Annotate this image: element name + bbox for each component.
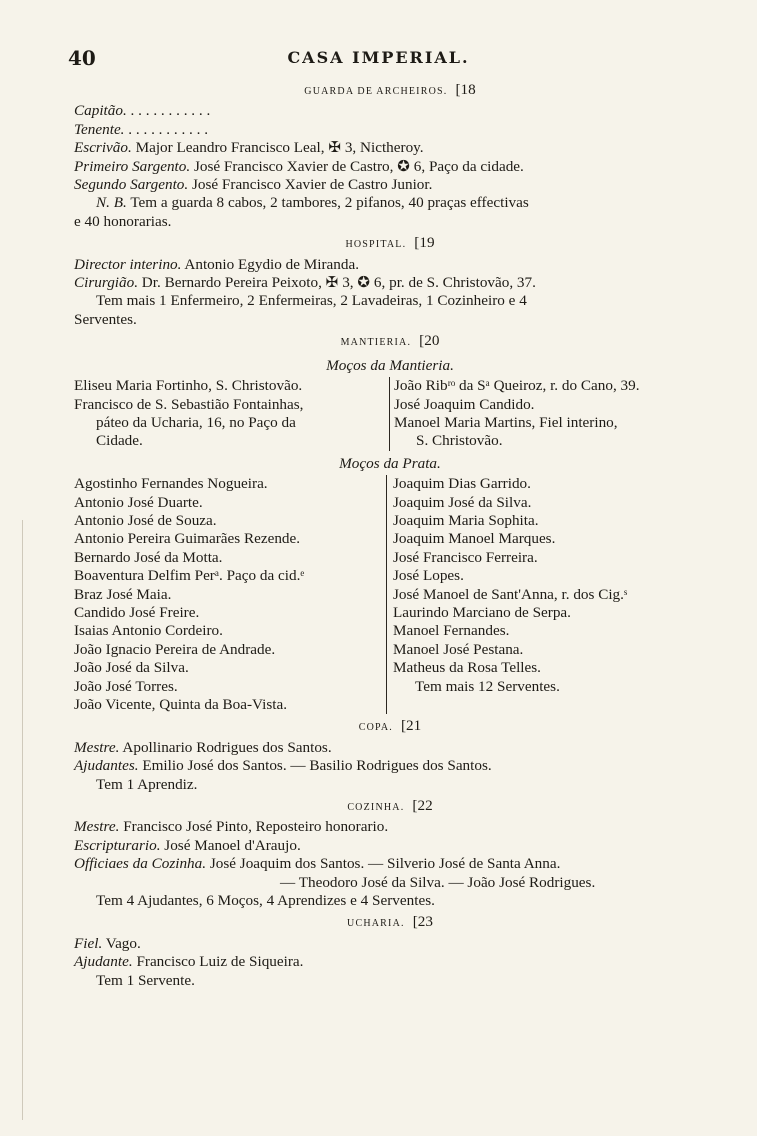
list-item: João José Torres. xyxy=(74,677,178,695)
list-item: S. Christovão. xyxy=(416,432,503,450)
section-heading-copa xyxy=(74,717,706,737)
list-item: Tem mais 12 Serventes. xyxy=(415,677,560,695)
entry-label: Fiel. xyxy=(74,934,103,952)
section-title: GUARDA DE ARCHEIROS. xyxy=(304,86,448,97)
list-item: José Lopes. xyxy=(393,567,464,585)
section-number: [18 xyxy=(455,81,476,98)
note-line: Tem mais 1 Enfermeiro, 2 Enfermeiras, 2 Lavadeiras, 1 Cozinheiro e 4 xyxy=(96,292,527,310)
section-number: [21 xyxy=(401,717,422,735)
section-heading-hospital xyxy=(74,234,706,254)
entry-text: . . . . . . . . . . . xyxy=(126,102,211,120)
entry-line xyxy=(74,139,706,157)
list-item: Braz José Maia. xyxy=(74,585,172,603)
note-label: N. B. xyxy=(96,194,127,212)
two-column-list xyxy=(74,377,706,451)
list-item: Joaquim Manoel Marques. xyxy=(393,530,556,548)
page-content xyxy=(74,78,706,990)
entry-label: Mestre. xyxy=(74,818,120,836)
note-line: Tem 1 Aprendiz. xyxy=(96,775,198,793)
margin-rule xyxy=(22,520,23,1120)
list-item: Boaventura Delfim Perᵃ. Paço da cid.ᵉ xyxy=(74,567,305,585)
list-item: José Joaquim Candido. xyxy=(394,395,535,413)
list-item: Francisco de S. Sebastião Fontainhas, xyxy=(74,395,304,413)
list-item: João Vicente, Quinta da Boa-Vista. xyxy=(74,696,287,713)
entry-text: Francisco José Pinto, Reposteiro honorario. xyxy=(119,818,389,836)
list-item: Antonio José Duarte. xyxy=(74,493,203,511)
entry-label: Escripturario. xyxy=(74,836,161,854)
entry-text: Emilio José dos Santos. — Basilio Rodrigues dos Santos. xyxy=(138,757,492,775)
entry-line xyxy=(74,935,706,953)
two-column-list xyxy=(74,475,706,714)
entry-text: José Francisco Xavier de Castro Junior. xyxy=(188,176,433,194)
note-line xyxy=(74,194,706,212)
entry-line xyxy=(74,121,706,139)
list-item: José Francisco Ferreira. xyxy=(393,548,538,566)
section-title: MANTIERIA. xyxy=(340,337,412,349)
note-line: e 40 honorarias. xyxy=(74,212,172,230)
entry-text: José Manoel d'Araujo. xyxy=(160,836,301,854)
note-line: Tem 1 Servente. xyxy=(96,971,195,989)
left-column xyxy=(74,475,387,714)
left-column xyxy=(74,377,390,451)
entry-line xyxy=(74,176,706,194)
entry-label: Ajudantes. xyxy=(74,757,139,775)
section-title: COZINHA. xyxy=(347,802,405,814)
entry-text: Major Leandro Francisco Leal, ✠ 3, Nictheroy. xyxy=(131,139,424,157)
entry-text: José Joaquim dos Santos. — Silverio José de Santa Anna. xyxy=(206,855,561,873)
entry-line xyxy=(74,158,706,176)
entry-line xyxy=(74,274,706,292)
list-item: Joaquim José da Silva. xyxy=(393,493,532,511)
entry-line xyxy=(74,855,706,873)
subsection-title: Moços da Mantieria. xyxy=(326,356,454,374)
list-item: Joaquim Dias Garrido. xyxy=(393,475,531,493)
entry-label: Officiaes da Cozinha. xyxy=(74,855,207,873)
entry-label: Mestre. xyxy=(74,738,120,756)
section-number: [19 xyxy=(414,234,435,252)
entry-text: José Francisco Xavier de Castro, ✪ 6, Paço da cidade. xyxy=(190,157,524,175)
section-title: UCHARIA. xyxy=(347,918,405,930)
section-heading-ucharia xyxy=(74,913,706,933)
list-item: Antonio Pereira Guimarães Rezende. xyxy=(74,530,301,548)
list-item: João José da Silva. xyxy=(74,659,189,677)
list-item: Antonio José de Souza. xyxy=(74,511,217,529)
note-text: Tem a guarda 8 cabos, 2 tambores, 2 pifanos, 40 praças effectivas xyxy=(126,194,529,212)
entry-label: Cirurgião. xyxy=(74,274,138,292)
entry-line xyxy=(74,837,706,855)
entry-text: Francisco Luiz de Siqueira. xyxy=(132,953,304,971)
entry-text: Apollinario Rodrigues dos Santos. xyxy=(119,738,332,756)
list-item: Manoel Fernandes. xyxy=(393,622,510,640)
running-title: CASA IMPERIAL. xyxy=(287,48,470,67)
entry-line xyxy=(74,102,706,120)
note-line: Serventes. xyxy=(74,310,137,328)
entry-line xyxy=(74,739,706,757)
entry-label: Tenente. xyxy=(74,120,125,138)
entry-label: Capitão. xyxy=(74,102,127,120)
list-item: Matheus da Rosa Telles. xyxy=(393,659,541,677)
list-item: Bernardo José da Motta. xyxy=(74,548,223,566)
entry-label: Primeiro Sargento. xyxy=(74,157,191,175)
entry-line xyxy=(74,757,706,775)
entry-label: Director interino. xyxy=(74,255,182,273)
list-item: Agostinho Fernandes Nogueira. xyxy=(74,475,268,493)
section-number: [20 xyxy=(419,332,440,350)
section-number: [23 xyxy=(412,913,433,931)
entry-text: . . . . . . . . . . . xyxy=(124,120,209,138)
entry-line xyxy=(74,256,706,274)
list-item: João Ignacio Pereira de Andrade. xyxy=(74,640,276,658)
subsection-title: Moços da Prata. xyxy=(339,454,441,472)
list-item: João Ribʳᵒ da Sᵃ Queiroz, r. do Cano, 39. xyxy=(394,377,640,395)
note-line: Tem 4 Ajudantes, 6 Moços, 4 Aprendizes e 4 Serventes. xyxy=(96,892,435,910)
section-number: [22 xyxy=(412,797,433,815)
section-heading-guarda xyxy=(74,81,706,101)
section-title: HOSPITAL. xyxy=(345,239,407,251)
list-item: Manoel José Pestana. xyxy=(393,640,524,658)
list-item: Cidade. xyxy=(96,432,143,450)
list-item: Laurindo Marciano de Serpa. xyxy=(393,603,571,621)
list-item: Candido José Freire. xyxy=(74,603,200,621)
list-item: José Manoel de Sant'Anna, r. dos Cig.ˢ xyxy=(393,585,628,603)
entry-label: Ajudante. xyxy=(74,953,133,971)
entry-text: Vago. xyxy=(102,934,141,952)
entry-line xyxy=(74,818,706,836)
entry-label: Segundo Sargento. xyxy=(74,176,189,194)
section-heading-cozinha xyxy=(74,797,706,817)
entry-label: Escrivão. xyxy=(74,139,132,157)
page-number: 40 xyxy=(68,46,96,70)
right-column xyxy=(387,475,706,714)
entry-text: Antonio Egydio de Miranda. xyxy=(181,255,360,273)
list-item: Isaias Antonio Cordeiro. xyxy=(74,622,223,640)
entry-line xyxy=(74,953,706,971)
list-item: Joaquim Maria Sophita. xyxy=(393,511,539,529)
section-title: COPA. xyxy=(358,722,393,734)
right-column xyxy=(390,377,706,451)
list-item: Eliseu Maria Fortinho, S. Christovão. xyxy=(74,377,303,395)
continuation-line: — Theodoro José da Silva. — João José Rodrigues. xyxy=(280,873,596,891)
section-heading-mantieria xyxy=(74,332,706,352)
list-item: Manoel Maria Martins, Fiel interino, xyxy=(394,413,618,431)
list-item: páteo da Ucharia, 16, no Paço da xyxy=(96,413,296,431)
entry-text: Dr. Bernardo Pereira Peixoto, ✠ 3, ✪ 6, pr. de S. Christovão, 37. xyxy=(138,274,536,292)
